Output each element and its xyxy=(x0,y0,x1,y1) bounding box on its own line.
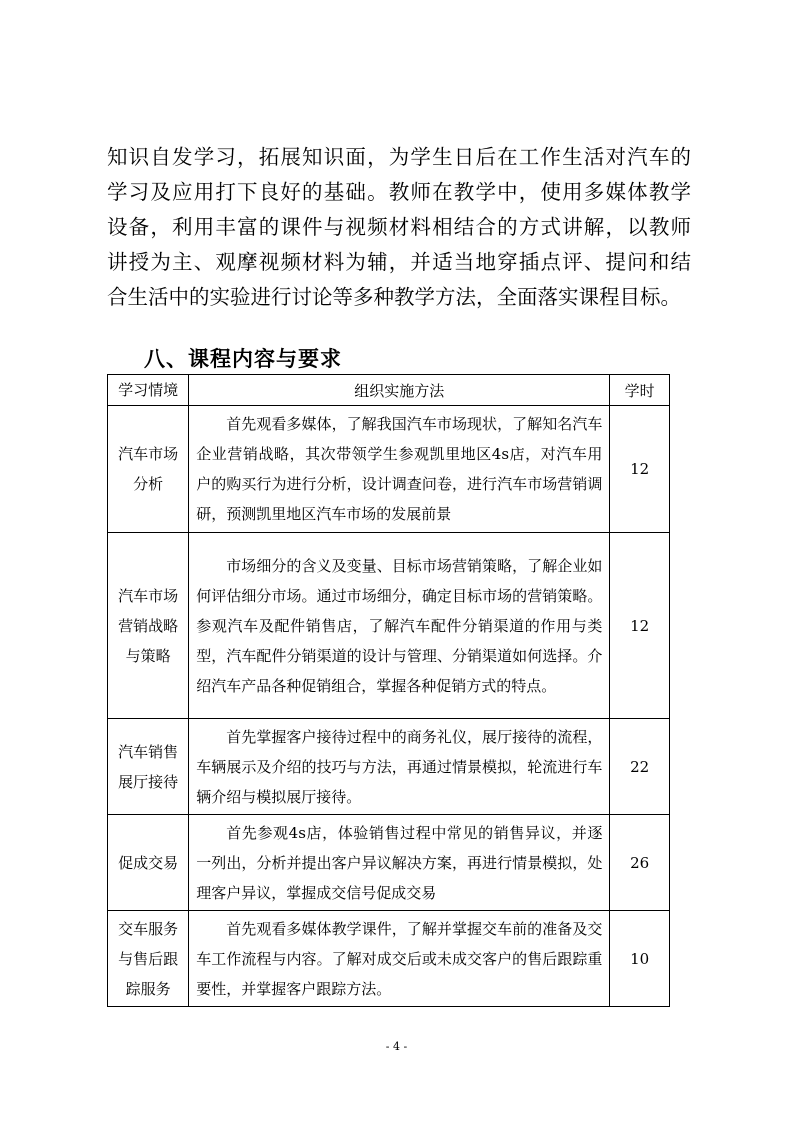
intro-line: 设备，利用丰富的课件与视频材料相结合的方式讲解，以教师 xyxy=(107,215,691,239)
header-method: 组织实施方法 xyxy=(189,375,610,406)
hours-cell: 12 xyxy=(610,533,670,719)
method-cell: 首先观看多媒体教学课件，了解并掌握交车前的准备及交车工作流程与内容。了解对成交后或未成交客户的售后跟踪重要性，并掌握客户跟踪方法。 xyxy=(196,919,603,998)
table-row xyxy=(108,911,670,1007)
method-cell: 首先观看多媒体，了解我国汽车市场现状，了解知名汽车企业营销战略，其次带领学生参观凯里地区4s店，对汽车用户的购买行为进行分析，设计调查问卷，进行汽车市场营销调研，预测凯里地区汽车市场的发展前景 xyxy=(196,415,603,523)
situation-cell: 汽车销售展厅接待 xyxy=(118,742,179,791)
course-content-table xyxy=(107,374,670,1007)
table-row xyxy=(108,815,670,911)
page-number: - 4 - xyxy=(385,1040,408,1053)
intro-line: 知识自发学习，拓展知识面，为学生日后在工作生活对汽车的 xyxy=(107,145,691,169)
situation-cell: 汽车市场营销战略与策略 xyxy=(118,586,179,665)
situation-cell: 交车服务与售后跟踪服务 xyxy=(118,919,179,998)
intro-line: 讲授为主、观摩视频材料为辅，并适当地穿插点评、提问和结 xyxy=(107,250,691,274)
section-heading: 八、课程内容与要求 xyxy=(144,347,342,371)
hours-cell: 22 xyxy=(610,719,670,815)
method-cell: 首先掌握客户接待过程中的商务礼仪，展厅接待的流程，车辆展示及介绍的技巧与方法，再通过情景模拟，轮流进行车辆介绍与模拟展厅接待。 xyxy=(196,727,603,806)
hours-cell: 10 xyxy=(610,911,670,1007)
method-cell: 首先参观4s店，体验销售过程中常见的销售异议，并逐一列出，分析并提出客户异议解决方案，再进行情景模拟，处理客户异议，掌握成交信号促成交易 xyxy=(196,823,603,902)
situation-cell: 汽车市场分析 xyxy=(118,445,179,493)
table-row xyxy=(108,406,670,533)
table-row xyxy=(108,533,670,719)
hours-cell: 12 xyxy=(610,406,670,533)
hours-cell: 26 xyxy=(610,815,670,911)
situation-cell: 促成交易 xyxy=(118,853,179,872)
header-hours: 学时 xyxy=(610,375,670,406)
table-header-row xyxy=(108,375,670,406)
header-situation: 学习情境 xyxy=(108,375,189,406)
intro-paragraph xyxy=(107,140,691,315)
method-cell: 市场细分的含义及变量、目标市场营销策略，了解企业如何评估细分市场。通过市场细分，确定目标市场的营销策略。参观汽车及配件销售店，了解汽车配件分销渠道的作用与类型，汽车配件分销渠道的设计与管理、分销渠道如何选择。介绍汽车产品各种促销组合，掌握各种促销方式的特点。 xyxy=(196,556,603,695)
intro-line: 学习及应用打下良好的基础。教师在教学中，使用多媒体教学 xyxy=(107,180,691,204)
intro-line: 合生活中的实验进行讨论等多种教学方法，全面落实课程目标。 xyxy=(107,285,681,309)
table-row xyxy=(108,719,670,815)
